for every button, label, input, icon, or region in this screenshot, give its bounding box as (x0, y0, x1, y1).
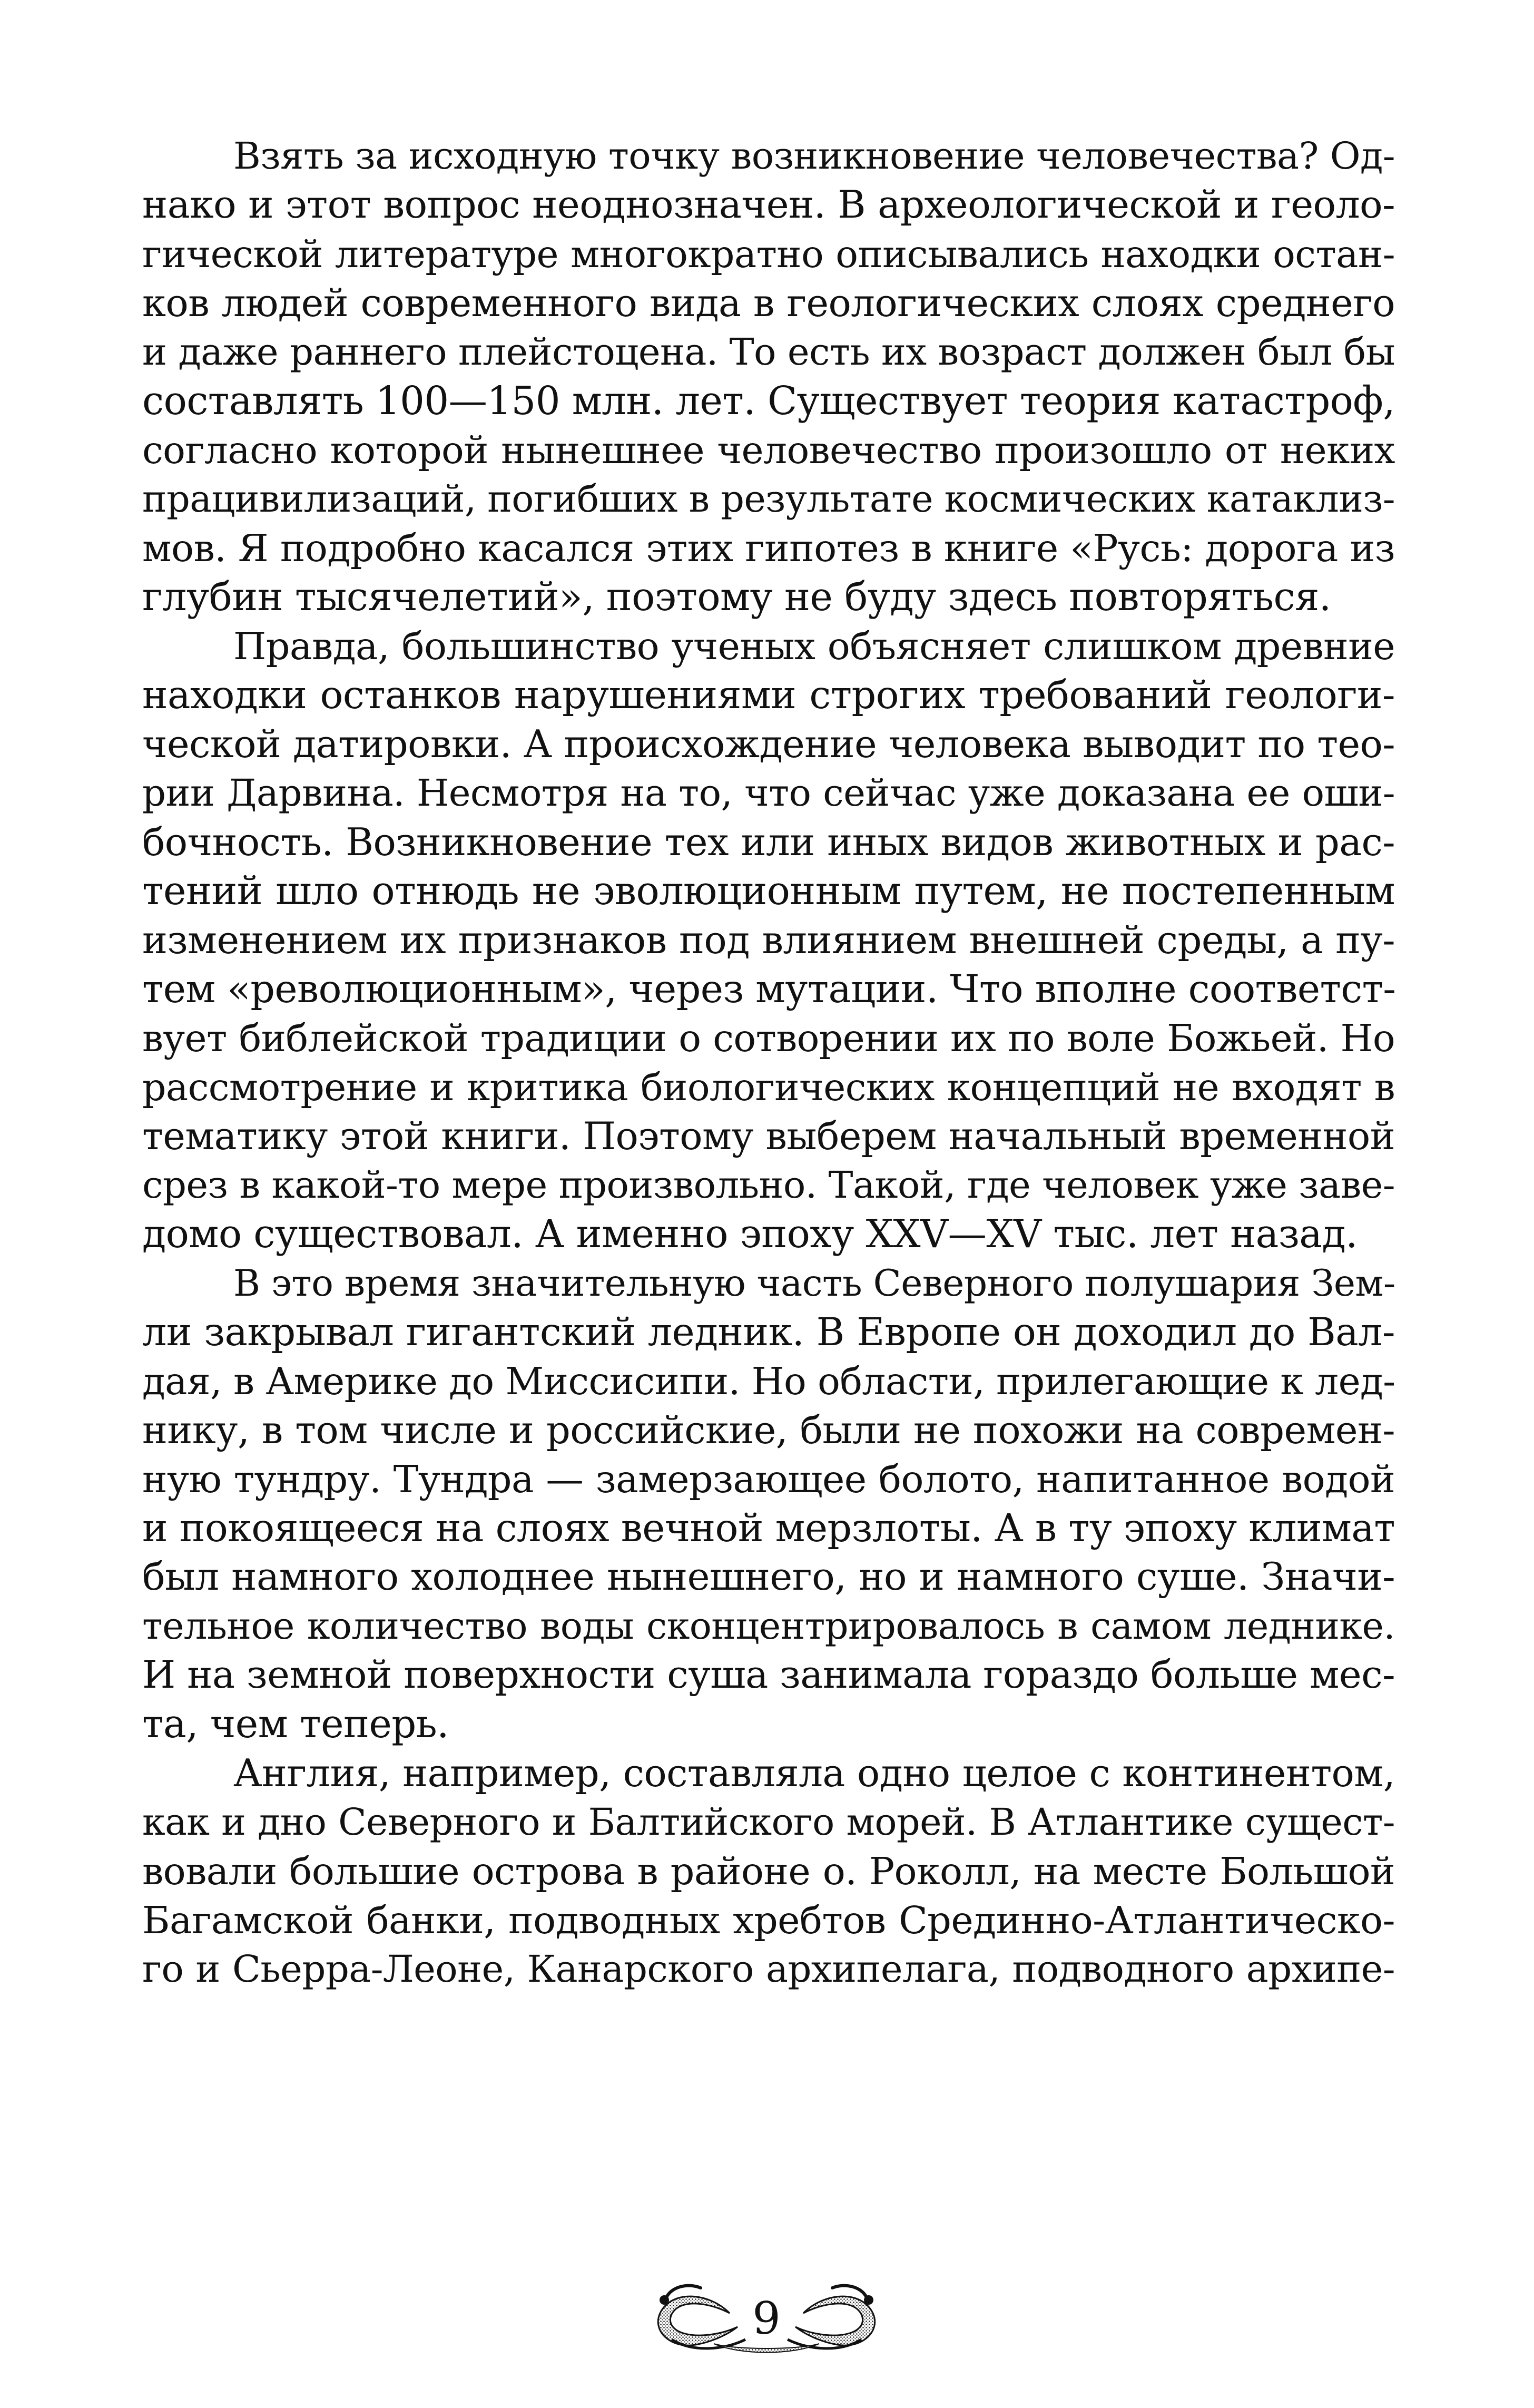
page-folio (651, 2276, 882, 2355)
text-line: срез в какой-то мере произвольно. Такой, где человек уже заве- (142, 1163, 1395, 1207)
text-line: составлять 100—150 млн. лет. Существует теория катастроф, (142, 379, 1395, 424)
text-line: тем «революционным», через мутации. Что вполне соответст- (142, 967, 1396, 1012)
page-number: 9 (752, 2293, 781, 2344)
text-line: В это время значительную часть Северного полушария Зем- (233, 1262, 1395, 1305)
text-line: рассмотрение и критика биологических концепций не входят в (142, 1065, 1395, 1109)
text-line: го и Сьерра-Леоне, Канарского архипелага, подводного архипе- (142, 1947, 1395, 1991)
text-line: ли закрывал гигантский ледник. В Европе он доходил до Вал- (142, 1310, 1395, 1355)
text-line: тельное количество воды сконцентрировалось в самом леднике. (142, 1604, 1395, 1648)
paragraph-2 (142, 622, 1395, 1259)
text-line: ческой датировки. А происхождение человека выводит по тео- (142, 722, 1395, 766)
text-line: вовали большие острова в районе о. Роколл, на месте Большой (142, 1849, 1395, 1893)
text-line: рии Дарвина. Несмотря на то, что сейчас уже доказана ее оши- (142, 771, 1395, 815)
text-line: мов. Я подробно касался этих гипотез в книге «Русь: дорога из (142, 526, 1395, 570)
text-line: Багамской банки, подводных хребтов Срединно-Атлантическо- (142, 1898, 1395, 1942)
paragraph-3 (142, 1259, 1395, 1749)
text-line: как и дно Северного и Балтийского морей. В Атлантике сущест- (142, 1800, 1395, 1844)
text-line: та, чем теперь. (142, 1702, 449, 1747)
text-line: изменением их признаков под влиянием внешней среды, а пу- (142, 918, 1395, 962)
text-line: ков людей современного вида в геологических слоях среднего (142, 281, 1395, 325)
text-line: тений шло отнюдь не эволюционным путем, не постепенным (142, 869, 1395, 914)
text-line: домо существовал. А именно эпоху XXV—XV тыс. лет назад. (142, 1212, 1358, 1257)
text-line: ную тундру. Тундра — замерзающее болото, напитанное водой (142, 1457, 1395, 1501)
text-line: нику, в том числе и российские, были не похожи на современ- (142, 1408, 1395, 1452)
text-line: Правда, большинство ученых объясняет слишком древние (233, 624, 1395, 668)
text-line: Взять за исходную точку возникновение человечества? Од- (233, 134, 1395, 178)
text-line: Англия, например, составляла одно целое с континентом, (233, 1751, 1395, 1795)
text-line: дая, в Америке до Миссисипи. Но области, прилегающие к лед- (142, 1359, 1395, 1403)
paragraph-1 (142, 132, 1395, 622)
paragraph-4 (142, 1749, 1395, 1994)
text-line: согласно которой нынешнее человечество произошло от неких (142, 428, 1395, 472)
text-line: был намного холоднее нынешнего, но и намного суше. Значи- (142, 1555, 1395, 1599)
text-line: вует библейской традиции о сотворении их по воле Божьей. Но (142, 1016, 1395, 1060)
text-line: гической литературе многократно описывались находки остан- (142, 232, 1395, 276)
text-line: тематику этой книги. Поэтому выберем начальный временной (142, 1114, 1395, 1158)
text-line: глубин тысячелетий», поэтому не буду здесь повторяться. (142, 575, 1331, 620)
text-line: нако и этот вопрос неоднозначен. В археологической и геоло- (142, 183, 1395, 227)
text-line: и даже раннего плейстоцена. То есть их возраст должен был бы (142, 330, 1395, 374)
text-line: И на земной поверхности суша занимала гораздо больше мес- (142, 1653, 1395, 1697)
text-line: працивилизаций, погибших в результате космических катаклиз- (142, 477, 1395, 521)
body-text (142, 132, 1395, 1994)
text-line: находки останков нарушениями строгих требований геологи- (142, 673, 1395, 718)
text-line: и покоящееся на слоях вечной мерзлоты. А в ту эпоху климат (142, 1506, 1395, 1551)
text-line: бочность. Возникновение тех или иных видов животных и рас- (142, 820, 1395, 864)
